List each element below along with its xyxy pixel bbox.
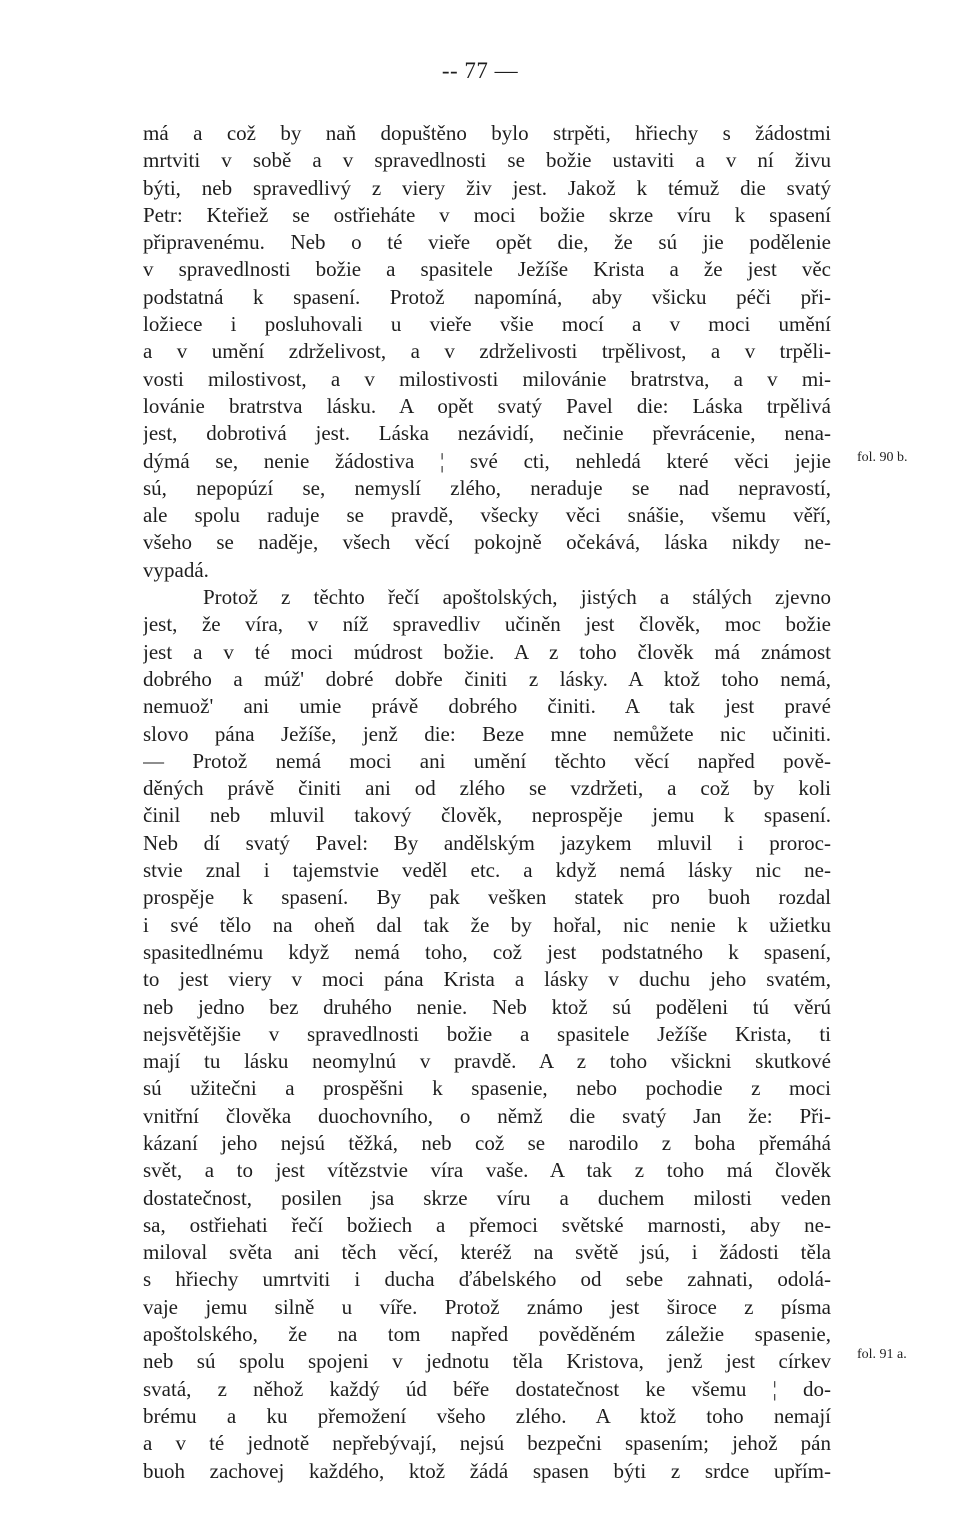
text-line: jest, dobrotivá jest. Láska nezávidí, nečinie převrácenie, nena- bbox=[143, 421, 831, 446]
text-line: apoštolského, že na tom napřed pověděném záležie spasenie, bbox=[143, 1322, 831, 1347]
text-line: ložiece i posluhovali u vieře všie mocí a v moci umění bbox=[143, 312, 831, 337]
text-line: dobrého a múž' dobré dobře činiti z lásky. A ktož toho nemá, bbox=[143, 666, 831, 691]
text-line: všeho se naděje, všech věcí pokojně očekává, láska nikdy ne- bbox=[143, 530, 831, 555]
text-line: nejsvětějšie v spravedlnosti božie a spasitele Ježíše Krista, ti bbox=[143, 1021, 831, 1046]
text-line: připravenému. Neb o té vieře opět die, že sú jie podělenie bbox=[143, 230, 831, 255]
text-line: a v té jednotě nepřebývají, nejsú bezpečni spasením; jehož pán bbox=[143, 1431, 831, 1456]
text-line: sú, nepopúzí se, nemyslí zlého, neraduje se nad nepravostí, bbox=[143, 475, 831, 500]
text-line: vnitřní člověka duochovního, o němž die svatý Jan že: Při- bbox=[143, 1103, 831, 1128]
text-line: miloval světa ani těch věcí, kteréž na světě jsú, i žádosti těla bbox=[143, 1240, 831, 1265]
text-line: vosti milostivost, a v milostivosti milovánie bratrstva, a v mi- bbox=[143, 366, 831, 391]
margin-note-folio: fol. 91 a. bbox=[857, 1347, 907, 1362]
text-line: sú užitečni a prospěšni k spasenie, nebo pochodie z moci bbox=[143, 1076, 831, 1101]
text-line: buoh zachovej každého, ktož žádá spasen býti z srdce upřím- bbox=[143, 1458, 831, 1483]
text-line: s hřiechy umrtviti i ducha ďábelského od sebe zahnati, odolá- bbox=[143, 1267, 831, 1292]
text-line: neb jedno bez druhého nenie. Neb ktož sú poděleni tú věrú bbox=[143, 994, 831, 1019]
text-line: ale spolu raduje se pravdě, všecky věci snášie, všemu věří, bbox=[143, 503, 831, 528]
margin-note-folio: fol. 90 b. bbox=[857, 450, 908, 465]
text-line: býti, neb spravedlivý z viery živ jest. Jakož k témuž die svatý bbox=[143, 175, 831, 200]
text-line: podstatná k spasení. Protož napomíná, aby všicku péči při- bbox=[143, 284, 831, 309]
text-line: lovánie bratrstva lásku. A opět svatý Pavel die: Láska trpělivá bbox=[143, 393, 831, 418]
text-line: děných právě činiti ani od zlého se vzdržeti, a což by koli bbox=[143, 776, 831, 801]
text-line: slovo pána Ježíše, jenž die: Beze mne nemůžete nic učiniti. bbox=[143, 721, 831, 746]
text-line: spasitedlnému když nemá toho, což jest podstatného k spasení, bbox=[143, 939, 831, 964]
text-line: svatá, z něhož každý úd béře dostatečnost ke všemu ¦ do- bbox=[143, 1376, 831, 1401]
text-line: vaje jemu silně u víře. Protož známo jest široce z písma bbox=[143, 1294, 831, 1319]
text-line: jest a v té moci múdrost božie. A z toho člověk má známost bbox=[143, 639, 831, 664]
text-line: mají tu lásku neomylnú v pravdě. A z toho všickni skutkové bbox=[143, 1049, 831, 1074]
text-line: stvie znal i tajemstvie veděl etc. a když nemá lásky nic ne- bbox=[143, 858, 831, 883]
text-line: má a což by naň dopuštěno bylo strpěti, hřiechy s žádostmi bbox=[143, 121, 831, 145]
text-line: kázaní jeho nejsú těžká, neb což se narodilo z boha přemáhá bbox=[143, 1130, 831, 1155]
text-line: to jest viery v moci pána Krista a lásky v duchu jeho svatém, bbox=[143, 967, 831, 992]
text-line: prospěje k spasení. By pak vešken statek pro buoh rozdal bbox=[143, 885, 831, 910]
text-line: Petr: Kteřiež se ostřieháte v moci božie skrze víru k spasení bbox=[143, 202, 831, 227]
text-line: a v umění zdrželivost, a v zdrželivosti trpělivost, a v trpěli- bbox=[143, 339, 831, 364]
text-line: v spravedlnosti božie a spasitele Ježíše Krista a že jest věc bbox=[143, 257, 831, 282]
text-line: Protož z těchto řečí apoštolských, jistých a stálých zjevno bbox=[203, 585, 831, 610]
text-line: vypadá. bbox=[143, 557, 209, 582]
text-line: — Protož nemá moci ani umění těchto věcí napřed pově- bbox=[143, 748, 831, 773]
text-line: dostatečnost, posilen jsa skrze víru a duchem milosti veden bbox=[143, 1185, 831, 1210]
text-line: mrtviti v sobě a v spravedlnosti se božie ustaviti a v ní živu bbox=[143, 148, 831, 173]
text-line: Neb dí svatý Pavel: By andělským jazykem mluvil i proroc- bbox=[143, 830, 831, 855]
body-text bbox=[143, 120, 831, 1485]
text-line: svět, a to jest vítězstvie víra vaše. A tak z toho má člověk bbox=[143, 1158, 831, 1183]
text-line: jest, že víra, v níž spravedliv učiněn jest člověk, moc božie bbox=[143, 612, 831, 637]
text-line: i své tělo na oheň dal tak že by hořal, nic nenie k užietku bbox=[143, 912, 831, 937]
text-line: činil neb mluvil takový člověk, neprospěje jemu k spasení. bbox=[143, 803, 831, 828]
text-line: dýmá se, nenie žádostiva ¦ své cti, nehledá které věci jejie bbox=[143, 448, 831, 473]
text-line: nemuož' ani umie právě dobrého činiti. A tak jest pravé bbox=[143, 694, 831, 719]
text-line: brému a ku přemožení všeho zlého. A ktož toho nemají bbox=[143, 1403, 831, 1428]
page-number: -- 77 — bbox=[441, 58, 519, 83]
text-line: neb sú spolu spojeni v jednotu těla Kristova, jenž jest církev bbox=[143, 1349, 831, 1374]
text-line: sa, ostřiehati řečí božiech a přemoci světské marnosti, aby ne- bbox=[143, 1212, 831, 1237]
